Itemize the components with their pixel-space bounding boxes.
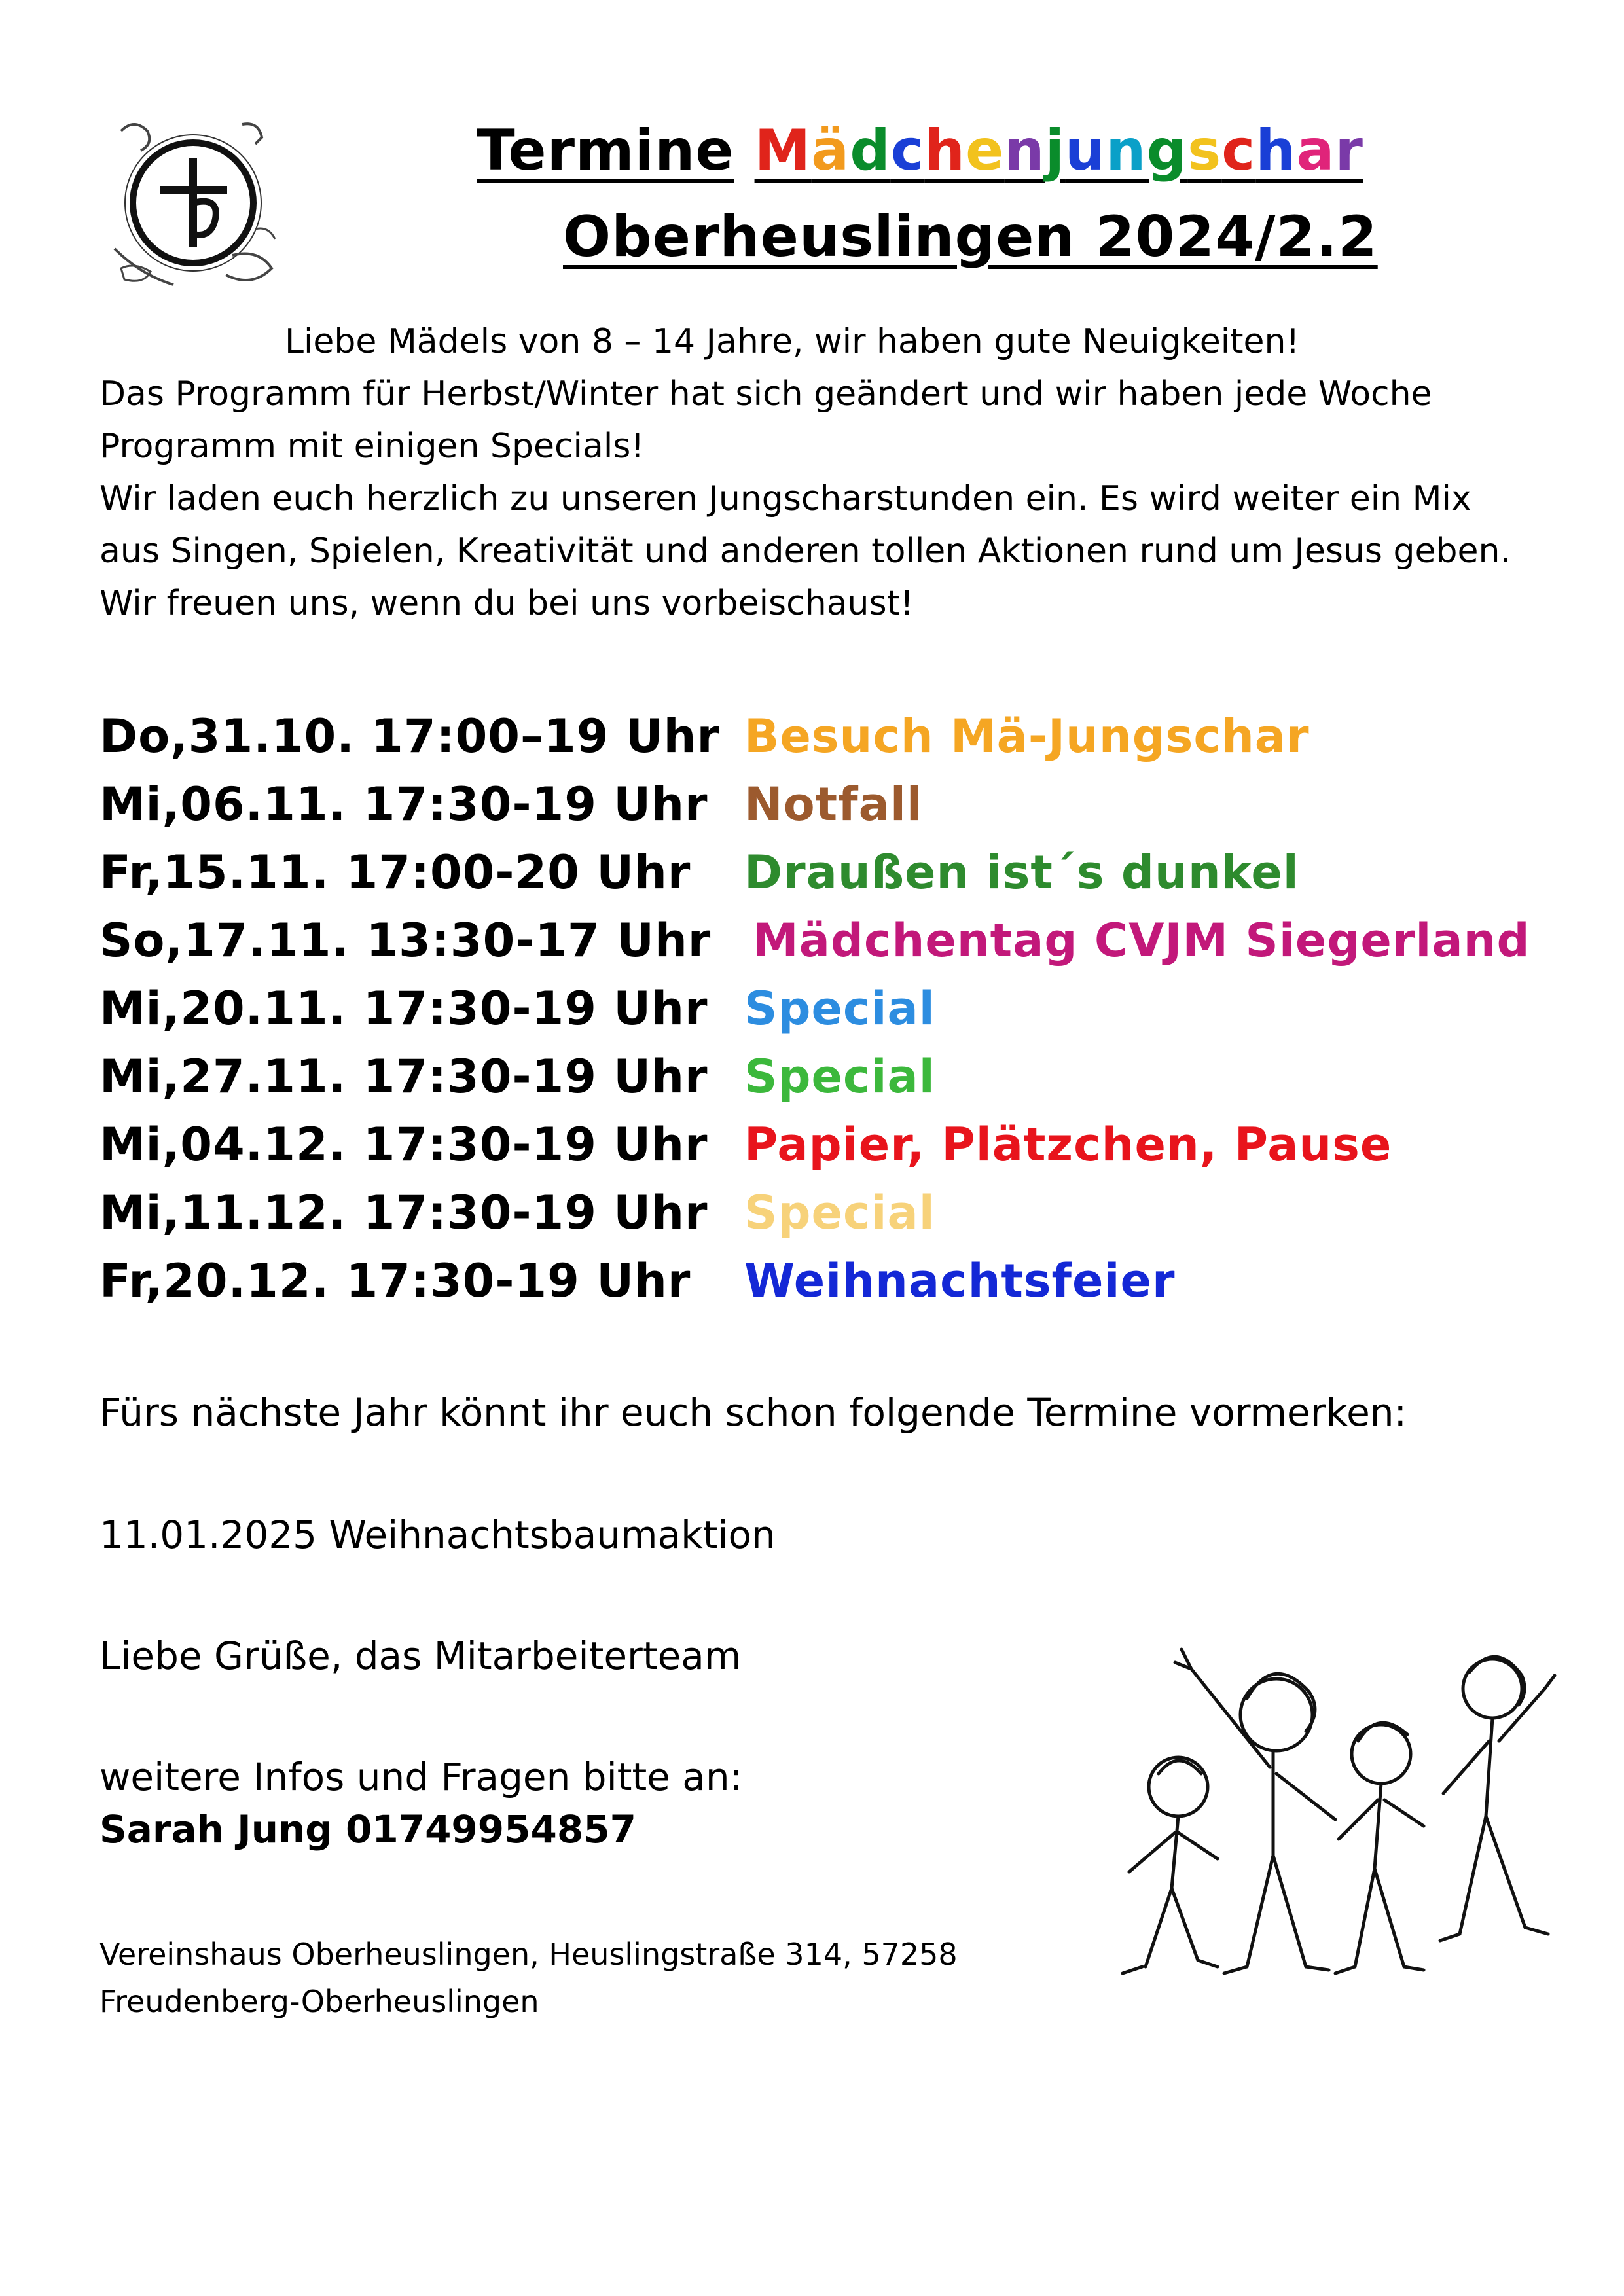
title-letter: g bbox=[1146, 118, 1188, 183]
schedule-date-time: Mi,27.11. 17:30-19 Uhr bbox=[99, 1050, 708, 1103]
schedule-row bbox=[99, 1179, 935, 1247]
schedule-row bbox=[99, 770, 923, 838]
schedule-event: Special bbox=[744, 1186, 935, 1240]
title-line-2 bbox=[563, 204, 1378, 270]
schedule-row bbox=[99, 906, 1530, 975]
schedule-event: Special bbox=[744, 1050, 935, 1103]
schedule-row bbox=[99, 1247, 1176, 1315]
schedule-date-time: Mi,06.11. 17:30-19 Uhr bbox=[99, 778, 708, 831]
schedule-row bbox=[99, 1043, 935, 1111]
schedule-event: Notfall bbox=[744, 778, 923, 831]
schedule-event: Papier, Plätzchen, Pause bbox=[744, 1118, 1392, 1172]
greeting: Liebe Grüße, das Mitarbeiterteam bbox=[99, 1634, 742, 1678]
schedule-row bbox=[99, 1111, 1392, 1179]
schedule-event: Draußen ist´s dunkel bbox=[744, 846, 1299, 899]
schedule-row bbox=[99, 838, 1299, 906]
schedule-date-time: Fr,20.12. 17:30-19 Uhr bbox=[99, 1254, 691, 1308]
title-letter: u bbox=[1065, 118, 1106, 183]
title-letter: s bbox=[1187, 118, 1222, 183]
contact-line: Sarah Jung 01749954857 bbox=[99, 1807, 636, 1852]
title-letter: c bbox=[1221, 118, 1256, 183]
title-place-year: Oberheuslingen 2024/2.2 bbox=[563, 204, 1378, 270]
schedule-event: Special bbox=[744, 982, 935, 1035]
schedule-event: Besuch Mä-Jungschar bbox=[744, 709, 1310, 763]
intro-line-6: Wir freuen uns, wenn du bei uns vorbeischaust! bbox=[99, 584, 914, 623]
title-letter: c bbox=[890, 118, 925, 183]
schedule-date-time: Fr,15.11. 17:00-20 Uhr bbox=[99, 846, 691, 899]
title-line-1 bbox=[477, 118, 1363, 183]
schedule-event: Weihnachtsfeier bbox=[744, 1254, 1176, 1308]
title-colored-word bbox=[755, 118, 1363, 183]
schedule-date-time: Mi,04.12. 17:30-19 Uhr bbox=[99, 1118, 708, 1172]
title-letter: h bbox=[1255, 118, 1297, 183]
title-letter: M bbox=[754, 118, 812, 183]
schedule-date-time: Mi,20.11. 17:30-19 Uhr bbox=[99, 982, 708, 1035]
jungschar-logo bbox=[101, 105, 291, 301]
intro-line-2: Das Programm für Herbst/Winter hat sich geändert und wir haben jede Woche bbox=[99, 374, 1432, 414]
title-letter: d bbox=[850, 118, 891, 183]
schedule-date-time: Do,31.10. 17:00–19 Uhr bbox=[99, 709, 720, 763]
schedule-row bbox=[99, 975, 935, 1043]
address-line-1: Vereinshaus Oberheuslingen, Heuslingstraße 314, 57258 bbox=[99, 1937, 958, 1972]
title-letter: r bbox=[1335, 118, 1363, 183]
title-letter: n bbox=[1106, 118, 1147, 183]
title-letter: h bbox=[924, 118, 965, 183]
intro-line-1: Liebe Mädels von 8 – 14 Jahre, wir haben gute Neuigkeiten! bbox=[285, 322, 1300, 361]
schedule-date-time: So,17.11. 13:30-17 Uhr bbox=[99, 914, 712, 967]
title-letter: e bbox=[965, 118, 1005, 183]
intro-line-5: aus Singen, Spielen, Kreativität und anderen tollen Aktionen rund um Jesus geben. bbox=[99, 531, 1511, 571]
schedule-row bbox=[99, 702, 1310, 770]
intro-line-4: Wir laden euch herzlich zu unseren Jungscharstunden ein. Es wird weiter ein Mix bbox=[99, 479, 1471, 518]
info-line: weitere Infos und Fragen bitte an: bbox=[99, 1755, 743, 1799]
upcoming-event: 11.01.2025 Weihnachtsbaumaktion bbox=[99, 1513, 776, 1557]
title-letter: n bbox=[1004, 118, 1045, 183]
intro-line-3: Programm mit einigen Specials! bbox=[99, 427, 645, 466]
schedule-event: Mädchentag CVJM Siegerland bbox=[753, 914, 1530, 967]
dancing-kids-illustration bbox=[1106, 1636, 1578, 2009]
schedule-date-time: Mi,11.12. 17:30-19 Uhr bbox=[99, 1186, 708, 1240]
next-year-note: Fürs nächste Jahr könnt ihr euch schon folgende Termine vormerken: bbox=[99, 1390, 1407, 1435]
title-word-termine: Termine bbox=[477, 118, 734, 183]
title-letter: j bbox=[1045, 118, 1066, 183]
title-letter: ä bbox=[811, 118, 850, 183]
address-line-2: Freudenberg-Oberheuslingen bbox=[99, 1984, 539, 2019]
title-letter: a bbox=[1296, 118, 1335, 183]
